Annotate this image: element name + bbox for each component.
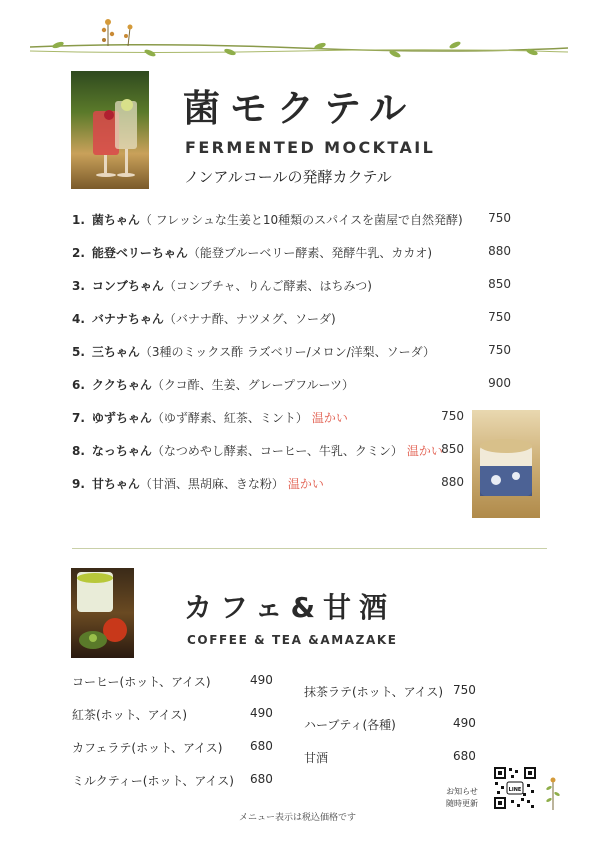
mocktail-title: 菌モクテル	[183, 87, 417, 130]
list-item: ハーブティ(各種)	[304, 718, 396, 732]
list-item: 抹茶ラテ(ホット、アイス)	[304, 685, 444, 699]
list-item: 9. 甘ちゃん（甘酒、黒胡麻、きな粉） 温かい	[72, 477, 324, 491]
item-price: 750	[441, 409, 464, 423]
list-item: 5. 三ちゃん（3種のミックス酢 ラズベリー/メロン/洋梨、ソーダ）	[72, 345, 436, 359]
item-price: 680	[250, 772, 273, 786]
list-item: 3. コンブちゃん（コンブチャ、りんご酵素、はちみつ)	[72, 279, 372, 293]
item-price: 900	[488, 376, 511, 390]
item-price: 850	[488, 277, 511, 291]
list-item: ミルクティー(ホット、アイス)	[72, 774, 234, 788]
mocktail-title-en: FERMENTED MOCKTAIL	[185, 138, 436, 157]
warm-badge: 温かい	[311, 411, 348, 425]
list-item: 6. ククちゃん（クコ酢、生姜、グレープフルーツ）	[72, 378, 355, 392]
item-price: 680	[250, 739, 273, 753]
cafe-photo	[71, 568, 134, 658]
notice-text: お知らせ 随時更新	[446, 787, 478, 808]
item-price: 490	[250, 706, 273, 720]
list-item: 紅茶(ホット、アイス)	[72, 708, 188, 722]
item-price: 750	[488, 343, 511, 357]
list-item: 7. ゆずちゃん（ゆず酵素、紅茶、ミント） 温かい	[72, 411, 348, 425]
cafe-title: カフェ&甘酒	[184, 591, 396, 624]
item-price: 680	[453, 749, 476, 763]
list-item: 8. なっちゃん（なつめやし酵素、コーヒー、牛乳、クミン） 温かい	[72, 444, 443, 458]
item-price: 490	[453, 716, 476, 730]
item-price: 880	[441, 475, 464, 489]
list-item: 4. バナナちゃん（バナナ酢、ナツメグ、ソーダ)	[72, 312, 336, 326]
item-price: 850	[441, 442, 464, 456]
item-price: 750	[488, 310, 511, 324]
qr-code[interactable]	[493, 766, 537, 810]
sprig-icon	[543, 776, 563, 810]
qr-label: LINE	[508, 787, 522, 793]
vine-decoration-icon	[0, 14, 595, 64]
list-item: カフェラテ(ホット、アイス)	[72, 741, 223, 755]
tax-notice: メニュー表示は税込価格です	[238, 813, 356, 823]
item-price: 750	[453, 683, 476, 697]
section-divider	[72, 548, 547, 549]
warm-badge: 温かい	[287, 477, 324, 491]
list-item: 2. 能登ベリーちゃん（能登ブルーベリー酵素、発酵牛乳、カカオ)	[72, 246, 433, 260]
warm-badge: 温かい	[406, 444, 443, 458]
qr-code-icon	[493, 766, 537, 810]
list-item: コーヒー(ホット、アイス)	[72, 675, 211, 689]
mocktail-photo	[71, 71, 149, 189]
item-price: 750	[488, 211, 511, 225]
item-price: 880	[488, 244, 511, 258]
mocktail-subtitle: ノンアルコールの発酵カクテル	[184, 168, 392, 186]
list-item: 甘酒	[304, 751, 329, 765]
warm-drink-photo	[472, 410, 540, 518]
cafe-title-en: COFFEE & TEA &AMAZAKE	[187, 633, 398, 647]
item-price: 490	[250, 673, 273, 687]
list-item: 1. 菌ちゃん（ フレッシュな生姜と10種類のスパイスを菌屋で自然発酵)	[72, 213, 463, 227]
